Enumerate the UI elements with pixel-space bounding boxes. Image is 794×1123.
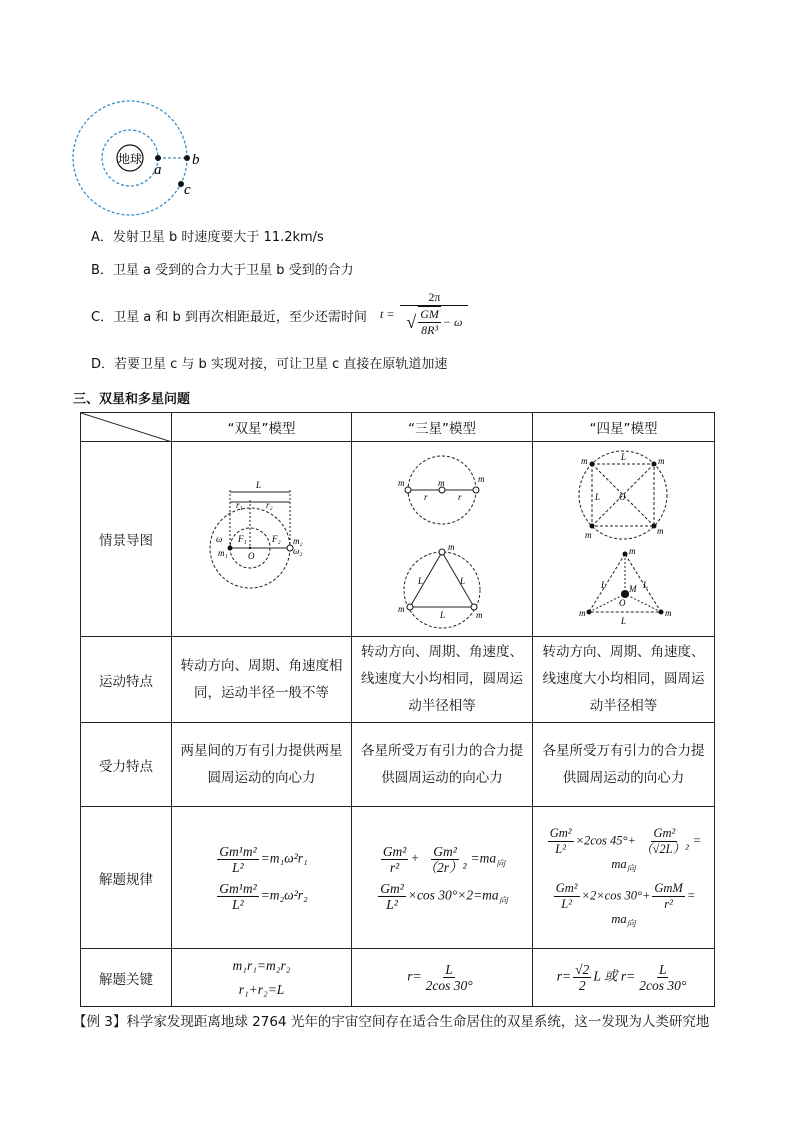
formula-minus-omega: − ω bbox=[442, 314, 463, 329]
four-tri-L2: L bbox=[643, 580, 649, 590]
orbit-figure bbox=[68, 96, 208, 236]
key-three-num: L bbox=[445, 962, 453, 977]
three-tri-L1: L bbox=[418, 576, 424, 586]
rt-eq1b-den: （2r）² bbox=[423, 859, 467, 875]
four-tri-L3: L bbox=[621, 616, 627, 626]
three-line-m2: m bbox=[438, 478, 445, 488]
formula-num: 2π bbox=[400, 290, 468, 306]
satellite-b-label: b bbox=[192, 152, 200, 168]
binary-m1: m₁ bbox=[218, 548, 228, 558]
formula-8r3: 8R³ bbox=[421, 323, 439, 337]
rb-eq2-num: Gm¹m² bbox=[219, 880, 257, 896]
four-tri-L1: L bbox=[601, 580, 607, 590]
rt-eq2-rhs: ×cos 30°×2=ma bbox=[407, 887, 499, 903]
key-four-num: √2 bbox=[575, 962, 590, 977]
key-four bbox=[533, 949, 715, 1007]
key-three-lhs: r= bbox=[407, 968, 422, 984]
rf-eq2b-num: GmM bbox=[654, 880, 683, 895]
row-label-rule: 解题规律 bbox=[81, 807, 172, 949]
row-label-key: 解题关键 bbox=[81, 949, 172, 1007]
rf-eq1-sub: 向 bbox=[626, 863, 636, 874]
formula-t: t = bbox=[380, 306, 395, 321]
three-line-m1: m bbox=[398, 478, 405, 488]
rule-three bbox=[352, 807, 533, 949]
key-four-lhs: r= bbox=[556, 968, 572, 984]
three-diagram bbox=[352, 442, 533, 632]
rf-eq1a-den: L² bbox=[555, 842, 566, 856]
rt-eq2-sub: 向 bbox=[498, 894, 508, 905]
key-four-mid: L 或 r= bbox=[593, 968, 636, 984]
rf-eq1-mid: ×2cos 45°+ bbox=[575, 833, 636, 848]
header-four: “四星”模型 bbox=[533, 413, 715, 442]
rf-eq1-tail: = bbox=[692, 833, 702, 848]
key-three-den: 2cos 30° bbox=[425, 978, 473, 993]
four-sq-m3: m bbox=[585, 530, 592, 540]
row-label-force: 受力特点 bbox=[81, 723, 172, 807]
earth-label: 地球 bbox=[118, 152, 143, 166]
four-sq-O: O bbox=[619, 492, 626, 502]
binary-diagram bbox=[172, 442, 352, 632]
formula-gm: GM bbox=[420, 307, 439, 321]
key-four-den2: 2cos 30° bbox=[639, 978, 687, 993]
satellite-c-label: c bbox=[184, 182, 191, 198]
binary-w1: ω bbox=[216, 534, 223, 544]
three-line-r2: r bbox=[458, 492, 462, 502]
four-sq-L1: L bbox=[621, 452, 627, 462]
option-c-formula: t = 2π √ $\frac{GM}{\text{8R³}}$ − ω bbox=[380, 290, 470, 338]
key-four-num2: L bbox=[658, 962, 667, 977]
rt-eq2-den: L² bbox=[386, 896, 398, 912]
option-c bbox=[91, 309, 367, 327]
motion-four: 转动方向、周期、角速度、线速度大小均相同，圆周运动半径相等 bbox=[533, 637, 715, 723]
key-binary-2: r₁+r₂=L bbox=[238, 981, 285, 997]
key-four-den: 2 bbox=[578, 978, 586, 993]
four-tri-m3: m bbox=[665, 608, 672, 618]
rf-eq2-mid: ×2×cos 30°+ bbox=[581, 887, 651, 902]
four-tri-M: M bbox=[629, 584, 637, 594]
option-c-text: C．卫星 a 和 b 到再次相距最近，至少还需时间 bbox=[91, 310, 367, 325]
force-four: 各星所受万有引力的合力提供圆周运动的向心力 bbox=[533, 723, 715, 807]
row-label-motion: 运动特点 bbox=[81, 637, 172, 723]
diagonal-line bbox=[81, 413, 172, 442]
four-tri-m1: m bbox=[629, 546, 636, 556]
key-binary-1: m₁r₁=m₂r₂ bbox=[232, 957, 291, 973]
rb-eq1-num: Gm¹m² bbox=[219, 843, 257, 859]
section-title: 三、双星和多星问题 bbox=[73, 392, 191, 407]
four-sq-m2: m bbox=[658, 456, 665, 466]
row-label-scene: 情景导图 bbox=[81, 442, 172, 637]
header-corner bbox=[81, 413, 172, 442]
satellite-a-label: a bbox=[154, 162, 162, 178]
four-sq-m4: m bbox=[657, 526, 664, 536]
binary-L: L bbox=[256, 480, 262, 490]
rf-eq2-rhs: ma bbox=[611, 911, 627, 926]
four-tri-m2: m bbox=[579, 608, 586, 618]
rf-eq1a-num: Gm² bbox=[549, 826, 572, 840]
four-diagram bbox=[533, 442, 715, 632]
rf-eq2-sub: 向 bbox=[626, 918, 636, 928]
binary-diagram-cell bbox=[172, 442, 352, 637]
rt-eq1b-num: Gm² bbox=[433, 843, 457, 859]
three-diagram-cell bbox=[352, 442, 533, 637]
option-b: B．卫星 a 受到的合力大于卫星 b 受到的合力 bbox=[91, 263, 354, 278]
binary-r2: r₂ bbox=[266, 500, 273, 510]
binary-F2: F₂ bbox=[272, 534, 281, 544]
four-diagram-cell bbox=[533, 442, 715, 637]
four-tri-O: O bbox=[619, 598, 626, 608]
rf-eq2-tail: = bbox=[686, 887, 696, 902]
rb-eq2-den: L² bbox=[232, 896, 244, 912]
four-sq-L2: L bbox=[595, 492, 601, 502]
rf-eq1b-den: （√2L）² bbox=[639, 842, 689, 856]
example-3: 【例 3】科学家发现距离地球 2764 光年的宇宙空间存在适合生命居住的双星系统，这一发现为人类研究地 bbox=[73, 1014, 710, 1030]
four-sq-m1: m bbox=[581, 456, 588, 466]
three-tri-m2: m bbox=[398, 604, 405, 614]
rule-four bbox=[533, 807, 715, 949]
three-line-m3: m bbox=[478, 474, 485, 484]
rt-eq1-plus: + bbox=[410, 850, 420, 866]
binary-m2: m₂ bbox=[293, 536, 303, 546]
rf-eq2a-den: L² bbox=[561, 896, 572, 911]
three-tri-L3: L bbox=[440, 610, 446, 620]
rb-eq1-rhs: =m₁ω²r₁ bbox=[260, 850, 308, 866]
header-three: “三星”模型 bbox=[352, 413, 533, 442]
rf-eq2b-den: r² bbox=[664, 896, 673, 911]
option-a: A．发射卫星 b 时速度要大于 11.2km/s bbox=[91, 230, 324, 245]
rt-eq1a-num: Gm² bbox=[382, 843, 407, 859]
motion-three: 转动方向、周期、角速度、线速度大小均相同，圆周运动半径相等 bbox=[352, 637, 533, 723]
rf-eq1-rhs: ma bbox=[611, 857, 627, 871]
models-table bbox=[80, 412, 715, 1007]
three-tri-m3: m bbox=[476, 610, 483, 620]
rb-eq1-den: L² bbox=[232, 859, 244, 875]
option-d: D．若要卫星 c 与 b 实现对接，可让卫星 c 直接在原轨道加速 bbox=[91, 357, 448, 372]
motion-binary: 转动方向、周期、角速度相同，运动半径一般不等 bbox=[172, 637, 352, 723]
force-three: 各星所受万有引力的合力提供圆周运动的向心力 bbox=[352, 723, 533, 807]
key-binary bbox=[172, 949, 352, 1007]
binary-w2: ω₂ bbox=[293, 546, 303, 556]
rt-eq1a-den: r² bbox=[389, 859, 400, 875]
rt-eq2-num: Gm² bbox=[380, 880, 404, 896]
rule-binary bbox=[172, 807, 352, 949]
rt-eq1-rhs: =ma bbox=[470, 850, 497, 866]
three-tri-m1: m bbox=[448, 542, 455, 552]
binary-O: O bbox=[248, 551, 255, 561]
rt-eq1-sub: 向 bbox=[496, 857, 506, 868]
rf-eq1b-num: Gm² bbox=[653, 826, 676, 840]
key-three bbox=[352, 949, 533, 1007]
rb-eq2-rhs: =m₂ω²r₂ bbox=[260, 887, 308, 903]
three-tri-L2: L bbox=[460, 576, 466, 586]
header-binary: “双星”模型 bbox=[172, 413, 352, 442]
binary-r1: r₁ bbox=[236, 500, 243, 510]
binary-F1: F₁ bbox=[238, 534, 247, 544]
force-binary: 两星间的万有引力提供两星圆周运动的向心力 bbox=[172, 723, 352, 807]
three-line-r1: r bbox=[424, 492, 428, 502]
rf-eq2a-num: Gm² bbox=[555, 880, 578, 895]
